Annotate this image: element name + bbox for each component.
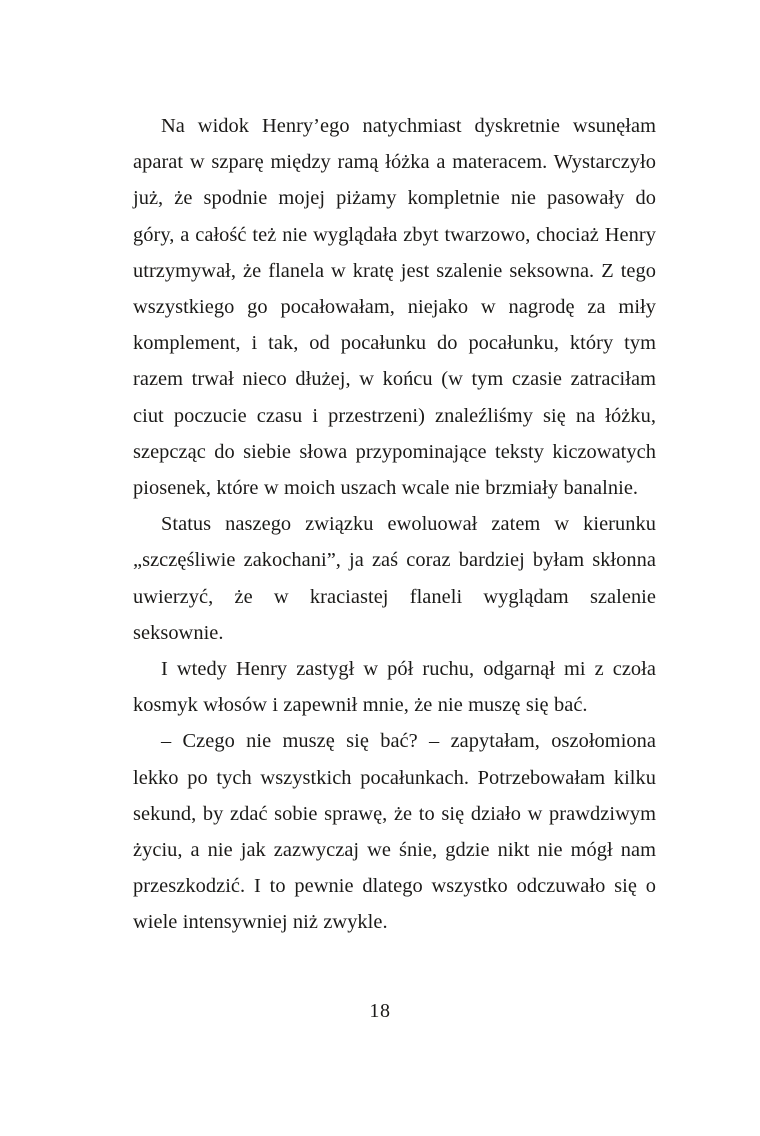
body-text-block (133, 108, 656, 941)
page-number: 18 (369, 1000, 391, 1022)
paragraph: Na widok Henry’ego natychmiast dyskretnie wsunęłam aparat w szparę między ramą łóżka a materacem. Wystarczyło już, że spodnie mojej piżamy kompletnie nie pasowały do góry, a całość też nie wyglądała zbyt twarzowo, chociaż Henry utrzymywał, że flanela w kratę jest szalenie seksowna. Z tego wszystkiego go pocałowałam, niejako w nagrodę za miły komplement, i tak, od pocałunku do pocałunku, który tym razem trwał nieco dłużej, w końcu (w tym czasie zatraciłam ciut poczucie czasu i przestrzeni) znaleźliśmy się na łóżku, szepcząc do siebie słowa przypominające teksty kiczowatych piosenek, które w moich uszach wcale nie brzmiały banalnie. (133, 115, 656, 500)
paragraph: – Czego nie muszę się bać? – zapytałam, oszołomiona lekko po tych wszystkich pocałunkach. Potrzebowałam kilku sekund, by zdać sobie sprawę, że to się działo w prawdziwym życiu, a nie jak zazwyczaj we śnie, gdzie nikt nie mógł nam przeszkodzić. I to pewnie dlatego wszystko odczuwało się o wiele intensywniej niż zwykle. (133, 730, 656, 934)
paragraph: Status naszego związku ewoluował zatem w kierunku „szczęśliwie zakochani”, ja zaś coraz bardziej byłam skłonna uwierzyć, że w kraciastej flaneli wyglądam szalenie seksownie. (133, 513, 656, 644)
paragraph: I wtedy Henry zastygł w pół ruchu, odgarnął mi z czoła kosmyk włosów i zapewnił mnie, że nie muszę się bać. (133, 658, 656, 717)
